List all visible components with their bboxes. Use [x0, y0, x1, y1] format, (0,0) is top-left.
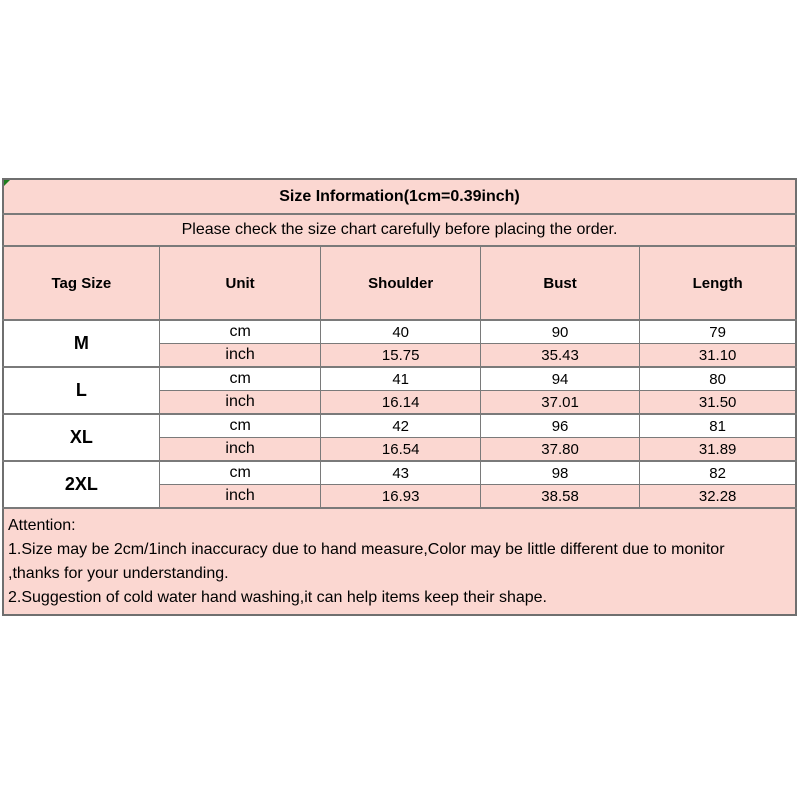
- unit-cell: cm: [159, 367, 321, 391]
- shoulder-value: 40: [321, 320, 480, 344]
- green-corner-marker-icon: [4, 180, 10, 186]
- column-header-row: [3, 246, 796, 320]
- shoulder-value: 43: [321, 461, 480, 485]
- size-row-l-cm: [3, 367, 796, 391]
- tag-size-cell: 2XL: [3, 461, 159, 508]
- unit-cell: inch: [159, 391, 321, 415]
- shoulder-value: 41: [321, 367, 480, 391]
- column-header-bust: Bust: [480, 246, 639, 320]
- attention-line: ,thanks for your understanding.: [8, 565, 229, 582]
- tag-size-cell: M: [3, 320, 159, 367]
- shoulder-value: 16.93: [321, 485, 480, 509]
- size-row-m-cm: [3, 320, 796, 344]
- column-header-shoulder: Shoulder: [321, 246, 480, 320]
- table-subtitle-cell: [3, 214, 796, 246]
- unit-cell: cm: [159, 320, 321, 344]
- table-title-cell: [3, 179, 796, 214]
- unit-cell: inch: [159, 485, 321, 509]
- column-header-length: Length: [640, 246, 796, 320]
- subtitle-row: [3, 214, 796, 246]
- unit-cell: inch: [159, 438, 321, 462]
- length-value: 31.50: [640, 391, 796, 415]
- bust-value: 98: [480, 461, 639, 485]
- shoulder-value: 15.75: [321, 344, 480, 368]
- shoulder-value: 42: [321, 414, 480, 438]
- length-value: 79: [640, 320, 796, 344]
- length-value: 32.28: [640, 485, 796, 509]
- bust-value: 38.58: [480, 485, 639, 509]
- unit-cell: inch: [159, 344, 321, 368]
- column-header-tag-size: Tag Size: [3, 246, 159, 320]
- size-row-2xl-cm: [3, 461, 796, 485]
- table-title: Size Information(1cm=0.39inch): [279, 187, 520, 205]
- attention-line: 2.Suggestion of cold water hand washing,it can help items keep their shape.: [8, 589, 547, 606]
- bust-value: 94: [480, 367, 639, 391]
- length-value: 31.10: [640, 344, 796, 368]
- bust-value: 37.80: [480, 438, 639, 462]
- unit-cell: cm: [159, 461, 321, 485]
- column-header-unit: Unit: [159, 246, 321, 320]
- length-value: 80: [640, 367, 796, 391]
- tag-size-cell: L: [3, 367, 159, 414]
- size-chart: [2, 178, 797, 616]
- attention-row: [3, 508, 796, 615]
- bust-value: 37.01: [480, 391, 639, 415]
- shoulder-value: 16.14: [321, 391, 480, 415]
- bust-value: 96: [480, 414, 639, 438]
- length-value: 81: [640, 414, 796, 438]
- bust-value: 35.43: [480, 344, 639, 368]
- attention-cell: [3, 508, 796, 615]
- size-table: [2, 178, 797, 616]
- shoulder-value: 16.54: [321, 438, 480, 462]
- size-row-xl-cm: [3, 414, 796, 438]
- attention-heading: Attention:: [8, 517, 76, 534]
- title-row: [3, 179, 796, 214]
- length-value: 82: [640, 461, 796, 485]
- length-value: 31.89: [640, 438, 796, 462]
- table-subtitle: Please check the size chart carefully before placing the order.: [181, 221, 618, 238]
- attention-line: 1.Size may be 2cm/1inch inaccuracy due to hand measure,Color may be little different due to monitor: [8, 541, 725, 558]
- unit-cell: cm: [159, 414, 321, 438]
- bust-value: 90: [480, 320, 639, 344]
- tag-size-cell: XL: [3, 414, 159, 461]
